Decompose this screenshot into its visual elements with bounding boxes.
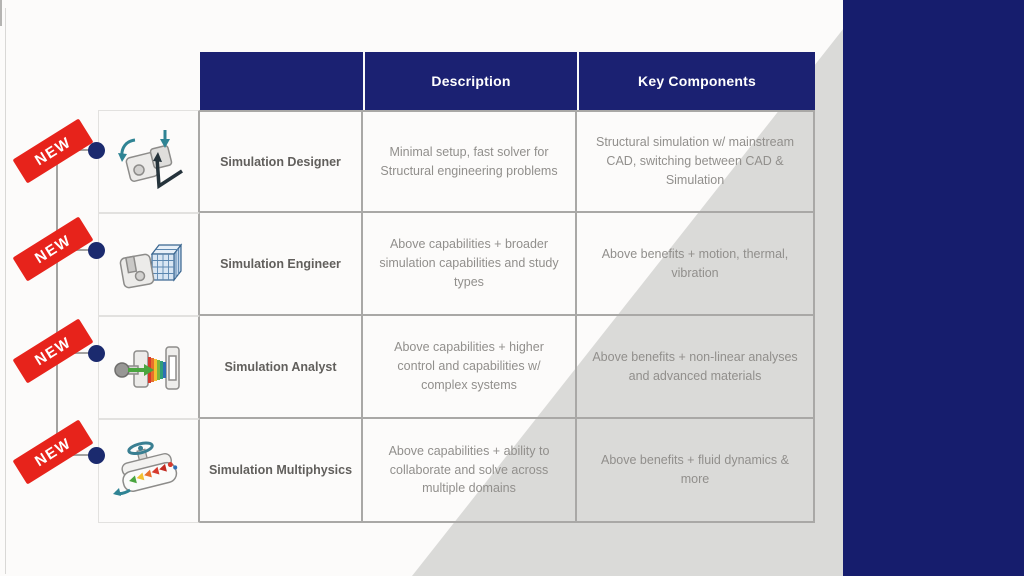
table-row-2-description: Above capabilities + broader simulation capabilities and study types bbox=[363, 213, 577, 316]
simulation-multiphysics-icon bbox=[112, 434, 186, 508]
table-row-3-name: Simulation Analyst bbox=[200, 316, 363, 419]
table-row-4-name: Simulation Multiphysics bbox=[200, 419, 363, 523]
new-badge bbox=[13, 318, 94, 383]
header-cell-product bbox=[200, 52, 363, 110]
new-badge-label: NEW bbox=[31, 133, 75, 169]
simulation-engineer-icon bbox=[112, 228, 186, 302]
right-navy-sidebar bbox=[843, 0, 1024, 576]
header-cell-key-components: Key Components bbox=[577, 52, 815, 110]
table-row-2-name: Simulation Engineer bbox=[200, 213, 363, 316]
table-row-2-icon-cell bbox=[98, 213, 200, 316]
timeline-dot bbox=[88, 447, 105, 464]
table-row-3-description: Above capabilities + higher control and capabilities w/ complex systems bbox=[363, 316, 577, 419]
new-badge-label: NEW bbox=[31, 231, 75, 267]
slide-edge-line bbox=[5, 8, 6, 574]
table-row-1-icon-cell bbox=[98, 110, 200, 213]
table-row-1-key-components: Structural simulation w/ mainstream CAD, switching between CAD & Simulation bbox=[577, 110, 815, 213]
table-row-2-key-components: Above benefits + motion, thermal, vibration bbox=[577, 213, 815, 316]
table-row-3-key-components: Above benefits + non-linear analyses and advanced materials bbox=[577, 316, 815, 419]
table-row-4-icon-cell bbox=[98, 419, 200, 523]
new-badge-label: NEW bbox=[31, 333, 75, 369]
table-row-1-name: Simulation Designer bbox=[200, 110, 363, 213]
header-cell-description: Description bbox=[363, 52, 577, 110]
timeline-rail bbox=[56, 150, 58, 455]
new-badge-label: NEW bbox=[31, 434, 75, 470]
table-row-4-description: Above capabilities + ability to collaborate and solve across multiple domains bbox=[363, 419, 577, 523]
table-header bbox=[200, 52, 815, 110]
table-row-3-icon-cell bbox=[98, 316, 200, 419]
simulation-analyst-icon bbox=[112, 331, 186, 405]
table-row-4-key-components: Above benefits + fluid dynamics & more bbox=[577, 419, 815, 523]
timeline-dot bbox=[88, 345, 105, 362]
timeline-dot bbox=[88, 242, 105, 259]
comparison-table bbox=[98, 110, 815, 523]
table-row-1-description: Minimal setup, fast solver for Structural engineering problems bbox=[363, 110, 577, 213]
slide-edge-tick bbox=[0, 0, 2, 26]
new-badge bbox=[13, 118, 94, 183]
simulation-designer-icon bbox=[112, 125, 186, 199]
timeline-dot bbox=[88, 142, 105, 159]
new-badge bbox=[13, 419, 94, 484]
